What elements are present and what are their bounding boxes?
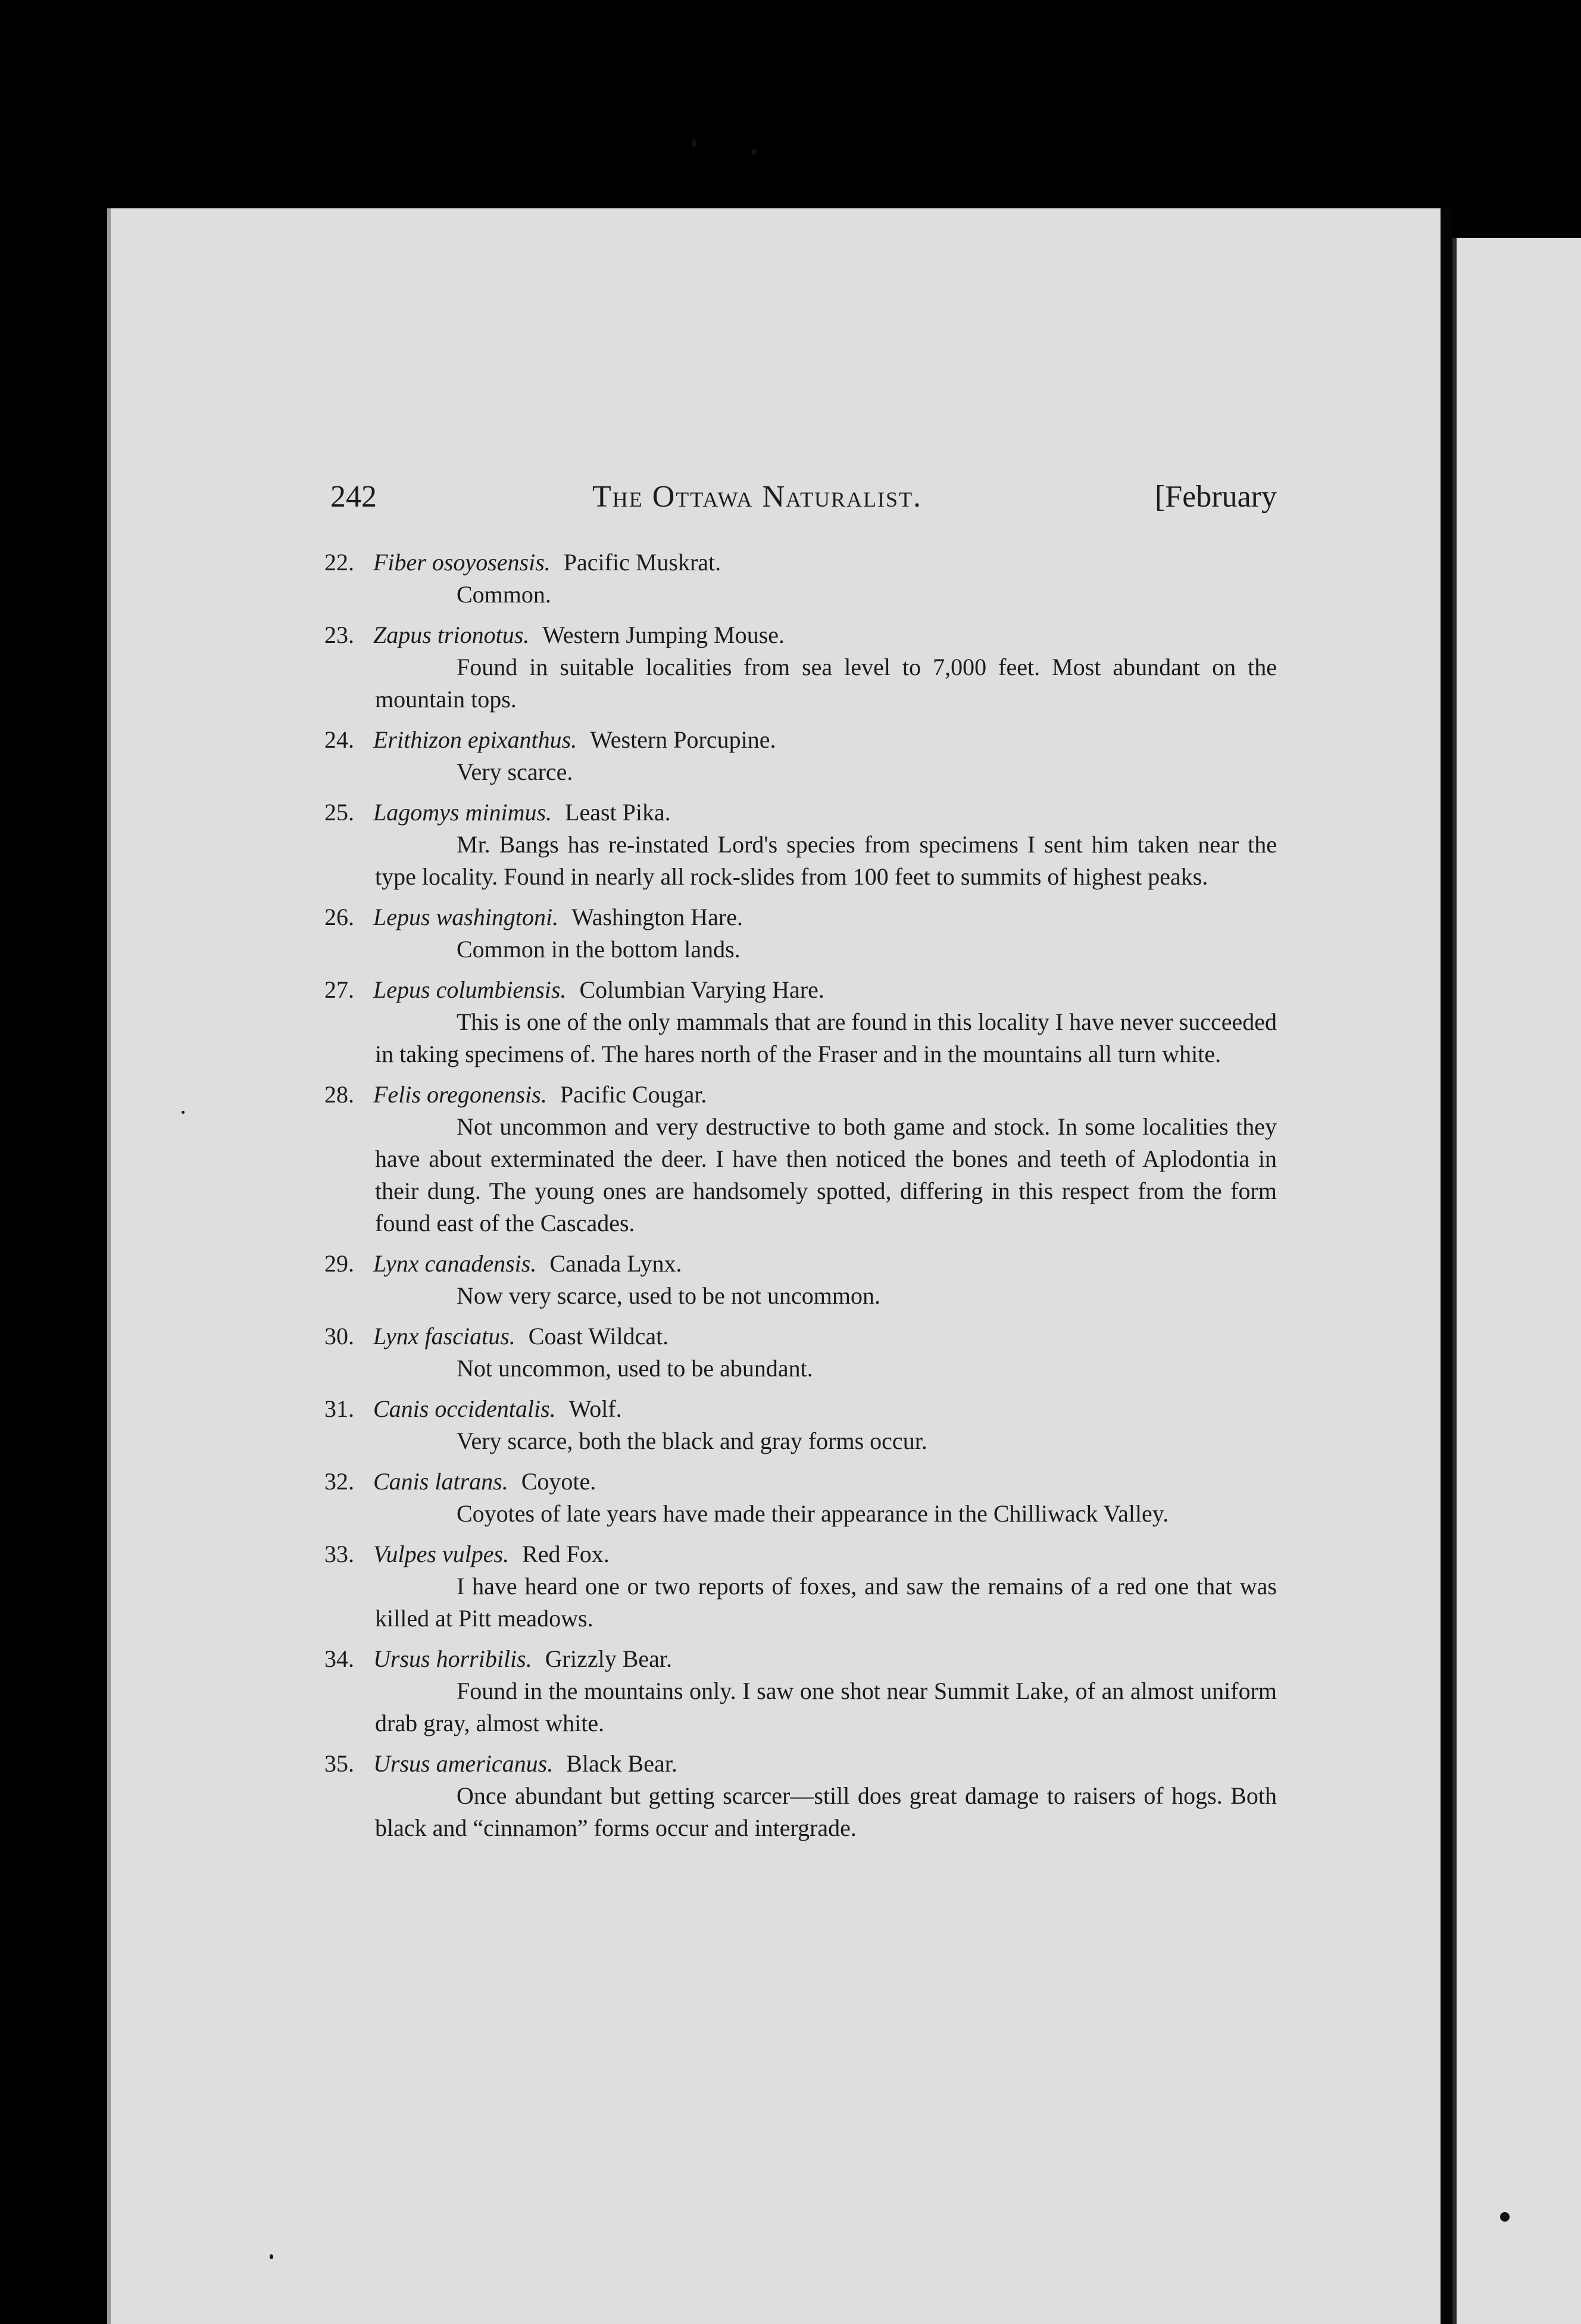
scientific-name: Ursus americanus. — [373, 1750, 554, 1777]
entry-number: 28. — [324, 1081, 354, 1108]
speck-mark — [182, 1111, 185, 1114]
entry-heading — [324, 1079, 1277, 1111]
entry-text: Coyotes of late years have made their appearance in the Chilliwack Valley. — [457, 1500, 1169, 1527]
common-name: Coyote. — [521, 1468, 596, 1495]
species-entry — [324, 724, 1277, 788]
entry-number: 24. — [324, 726, 354, 753]
scientific-name: Vulpes vulpes. — [373, 1541, 510, 1567]
species-entry — [324, 1643, 1277, 1739]
entry-text: Not uncommon, used to be abundant. — [457, 1355, 813, 1382]
species-entry — [324, 546, 1277, 611]
entry-heading — [324, 1643, 1277, 1675]
adjacent-page-edge — [1452, 238, 1457, 2324]
speck-mark — [692, 138, 696, 148]
entry-text: Now very scarce, used to be not uncommon. — [457, 1282, 881, 1309]
scientific-name: Lepus columbiensis. — [373, 976, 567, 1003]
species-list — [324, 546, 1277, 1853]
scientific-name: Lynx fasciatus. — [373, 1323, 515, 1350]
entry-heading — [324, 546, 1277, 579]
scientific-name: Canis latrans. — [373, 1468, 508, 1495]
entry-heading — [324, 1393, 1277, 1425]
adjacent-page — [1452, 238, 1581, 2324]
speck-mark — [270, 2254, 273, 2259]
entry-heading — [324, 619, 1277, 651]
entry-text: Mr. Bangs has re-instated Lord's species from specimens I sent him taken near the type locality. Found in nearly all rock-slides from 100 feet to summits of highest peaks. — [375, 831, 1277, 890]
scientific-name: Canis occidentalis. — [373, 1395, 556, 1422]
issue-month: [February — [1154, 480, 1277, 514]
entry-text: Found in the mountains only. I saw one shot near Summit Lake, of an almost uniform drab gray, almost white. — [375, 1678, 1277, 1736]
entry-number: 35. — [324, 1750, 354, 1777]
species-entry — [324, 974, 1277, 1070]
entry-text: This is one of the only mammals that are found in this locality I have never succeeded in taking specimens of. The hares north of the Fraser and in the mountains all turn white. — [375, 1008, 1277, 1067]
scientific-name: Fiber osoyosensis. — [373, 549, 551, 576]
entry-text: Very scarce, both the black and gray forms occur. — [457, 1427, 927, 1454]
speck-mark — [1500, 2212, 1510, 2222]
entry-heading — [324, 1538, 1277, 1570]
journal-title: The Ottawa Naturalist. — [592, 480, 923, 514]
entry-number: 33. — [324, 1541, 354, 1567]
page-number: 242 — [330, 480, 377, 514]
species-entry — [324, 1320, 1277, 1385]
entry-heading — [324, 901, 1277, 933]
entry-text: Common in the bottom lands. — [457, 936, 740, 963]
scientific-name: Erithizon epixanthus. — [373, 726, 577, 753]
common-name: Western Porcupine. — [590, 726, 776, 753]
scientific-name: Felis oregonensis. — [373, 1081, 547, 1108]
common-name: Wolf. — [568, 1395, 622, 1422]
common-name: Least Pika. — [565, 799, 671, 826]
common-name: Grizzly Bear. — [545, 1645, 672, 1672]
entry-number: 23. — [324, 621, 354, 648]
entry-number: 31. — [324, 1395, 354, 1422]
common-name: Red Fox. — [522, 1541, 610, 1567]
common-name: Pacific Cougar. — [560, 1081, 707, 1108]
entry-heading — [324, 796, 1277, 829]
species-entry — [324, 1248, 1277, 1312]
entry-number: 32. — [324, 1468, 354, 1495]
common-name: Black Bear. — [566, 1750, 677, 1777]
species-entry — [324, 1748, 1277, 1844]
common-name: Western Jumping Mouse. — [542, 621, 785, 648]
entry-number: 26. — [324, 904, 354, 930]
entry-number: 30. — [324, 1323, 354, 1350]
scientific-name: Lepus washingtoni. — [373, 904, 559, 930]
speck-mark — [751, 149, 757, 155]
species-entry — [324, 1538, 1277, 1635]
entry-number: 25. — [324, 799, 354, 826]
common-name: Canada Lynx. — [549, 1250, 682, 1277]
species-entry — [324, 901, 1277, 966]
common-name: Columbian Varying Hare. — [579, 976, 824, 1003]
entry-number: 22. — [324, 549, 354, 576]
entry-heading — [324, 974, 1277, 1006]
running-header — [330, 479, 1277, 521]
entry-text: Very scarce. — [457, 758, 573, 785]
page-edge — [107, 208, 111, 2324]
scientific-name: Ursus horribilis. — [373, 1645, 532, 1672]
common-name: Coast Wildcat. — [528, 1323, 669, 1350]
species-entry — [324, 619, 1277, 716]
scientific-name: Lagomys minimus. — [373, 799, 552, 826]
common-name: Washington Hare. — [571, 904, 743, 930]
entry-text: I have heard one or two reports of foxes, and saw the remains of a red one that was killed at Pitt meadows. — [375, 1573, 1277, 1632]
species-entry — [324, 1393, 1277, 1457]
entry-number: 27. — [324, 976, 354, 1003]
entry-heading — [324, 1466, 1277, 1498]
common-name: Pacific Muskrat. — [563, 549, 721, 576]
scientific-name: Lynx canadensis. — [373, 1250, 537, 1277]
scientific-name: Zapus trionotus. — [373, 621, 530, 648]
entry-number: 34. — [324, 1645, 354, 1672]
entry-text: Once abundant but getting scarcer—still does great damage to raisers of hogs. Both black and “cinnamon” forms occur and intergrade. — [375, 1782, 1277, 1841]
species-entry — [324, 1079, 1277, 1239]
page-gutter — [1441, 208, 1452, 2324]
entry-heading — [324, 1320, 1277, 1352]
entry-text: Not uncommon and very destructive to both game and stock. In some localities they have about exterminated the deer. I have then noticed the bones and teeth of Aplodontia in their dung. The young ones are handsomely spotted, differing in this respect from the form found east of the Cascades. — [375, 1113, 1277, 1236]
species-entry — [324, 796, 1277, 893]
entry-number: 29. — [324, 1250, 354, 1277]
entry-heading — [324, 1248, 1277, 1280]
entry-heading — [324, 1748, 1277, 1780]
entry-text: Common. — [457, 581, 551, 608]
species-entry — [324, 1466, 1277, 1530]
entry-heading — [324, 724, 1277, 756]
entry-text: Found in suitable localities from sea level to 7,000 feet. Most abundant on the mountain tops. — [375, 654, 1277, 713]
